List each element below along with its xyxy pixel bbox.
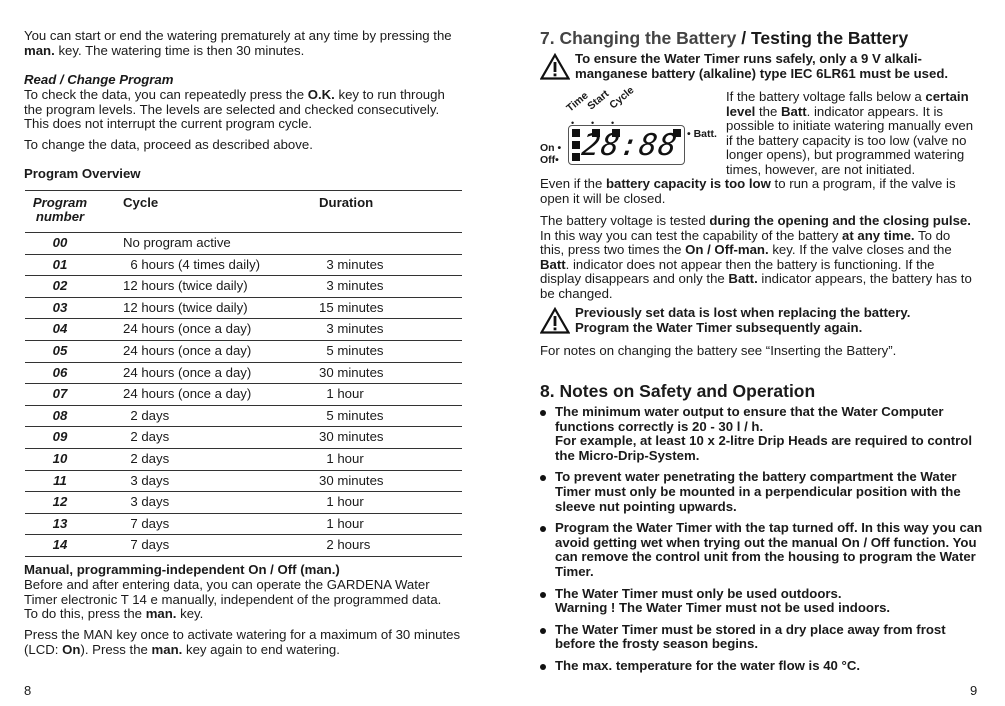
program-number-cell: 11 xyxy=(53,472,67,488)
lcd-label-time: Time xyxy=(564,89,591,115)
duration-cell: 5 minutes xyxy=(319,342,384,358)
table-row xyxy=(25,513,462,535)
program-number-cell: 00 xyxy=(52,235,68,250)
section-8-title: 8. Notes on Safety and Operation xyxy=(540,381,816,401)
bullet-icon xyxy=(540,410,546,416)
cycle-cell: No program active xyxy=(123,235,231,250)
cycle-cell: 24 hours (once a day) xyxy=(123,364,252,380)
table-row xyxy=(25,254,462,276)
cycle-cell: 24 hours (once a day) xyxy=(123,321,252,337)
duration-cell: 5 minutes xyxy=(319,407,384,423)
man-key-label: man. xyxy=(24,42,55,58)
duration-cell: 30 minutes xyxy=(319,429,384,445)
change-data-paragraph: To change the data, proceed as described above. xyxy=(24,137,313,152)
see-inserting-battery-note: For notes on changing the battery see “Inserting the Battery”. xyxy=(540,343,897,358)
column-header-cycle: Cycle xyxy=(123,195,159,210)
program-number-cell: 14 xyxy=(52,537,68,553)
duration-cell: 2 hours xyxy=(319,537,371,553)
duration-cell: 15 minutes xyxy=(319,299,384,315)
bullet-icon xyxy=(540,475,546,481)
safety-note-item xyxy=(540,623,985,652)
left-page xyxy=(0,0,500,706)
duration-cell: 3 minutes xyxy=(319,321,384,337)
program-number-cell: 05 xyxy=(52,342,68,358)
cycle-cell: 2 days xyxy=(123,450,170,466)
lcd-label-cycle: Cycle xyxy=(607,84,637,112)
cycle-cell: 7 days xyxy=(123,515,170,531)
table-row xyxy=(25,448,462,470)
intro-paragraph: You can start or end the watering prematurely at any time by pressing the man. key. The watering time is then 30 minutes. xyxy=(24,28,452,58)
read-change-heading: Read / Change Program xyxy=(24,72,174,87)
program-number-cell: 07 xyxy=(52,386,68,402)
cycle-cell: 24 hours (once a day) xyxy=(123,342,252,358)
lcd-screen xyxy=(568,125,685,165)
section-7-title: 7. Changing the Battery / Testing the Battery xyxy=(540,28,909,48)
program-number-cell: 02 xyxy=(52,278,68,294)
program-number-cell: 01 xyxy=(52,256,68,272)
program-number-cell: 09 xyxy=(52,429,68,445)
table-row xyxy=(25,362,462,384)
table-row xyxy=(25,427,462,449)
lcd-segment-off xyxy=(572,153,580,161)
cycle-cell: 12 hours (twice daily) xyxy=(123,278,248,294)
page-number-right: 9 xyxy=(970,683,978,698)
duration-cell: 1 hour xyxy=(319,386,364,402)
column-header-program-number: Program number xyxy=(32,195,88,224)
bullet-icon xyxy=(540,628,546,634)
program-number-cell: 06 xyxy=(52,364,68,380)
read-change-paragraph: To check the data, you can repeatedly press the O.K. key to run through the program levels. The levels are selected and checked consecutively. This does not interrupt the current program cycle. xyxy=(24,87,445,132)
warning-triangle-icon xyxy=(540,53,570,80)
cycle-cell: 6 hours (4 times daily) xyxy=(123,256,261,272)
duration-cell: 1 hour xyxy=(319,450,364,466)
safety-note-item xyxy=(540,405,985,463)
duration-cell xyxy=(293,233,462,255)
safety-note-text: To prevent water penetrating the battery compartment the Water Timer must only be mounted in a perpendicular position with the sleeve nut pointing upwards. xyxy=(555,469,961,514)
manual-paragraph-1: Before and after entering data, you can operate the GARDENA Water Timer electronic T 14 e manually, independent of the programmed data. To do this, press the man. key. xyxy=(24,577,442,622)
lcd-label-on: On • xyxy=(540,142,562,154)
safety-notes-list xyxy=(540,405,985,681)
safety-note-item xyxy=(540,521,985,579)
table-row xyxy=(25,233,462,255)
duration-cell: 1 hour xyxy=(319,515,364,531)
warning-data-lost: Previously set data is lost when replacing the battery. Program the Water Timer subsequently again. xyxy=(540,306,980,335)
safety-note-item xyxy=(540,470,985,514)
table-row xyxy=(25,470,462,492)
bullet-icon xyxy=(540,664,546,670)
table-row xyxy=(25,319,462,341)
cycle-cell: 7 days xyxy=(123,537,170,553)
cycle-cell: 2 days xyxy=(123,407,170,423)
cycle-cell: 24 hours (once a day) xyxy=(123,386,252,402)
table-header-row xyxy=(25,191,462,233)
column-header-duration: Duration xyxy=(319,195,374,210)
ok-key-label: O.K. xyxy=(307,87,335,102)
table-row xyxy=(25,340,462,362)
lcd-segment-on xyxy=(572,141,580,149)
right-page xyxy=(500,0,1005,706)
safety-note-text: The Water Timer must only be used outdoors. xyxy=(555,585,842,601)
program-number-cell: 13 xyxy=(52,515,68,531)
lcd-segment-time xyxy=(572,129,580,137)
program-number-cell: 10 xyxy=(52,450,68,466)
program-number-cell: 03 xyxy=(52,299,68,315)
duration-cell: 3 minutes xyxy=(319,256,384,272)
battery-capacity-paragraph: Even if the battery capacity is too low to run a program, if the valve is open it will be closed. xyxy=(540,176,956,206)
duration-cell: 30 minutes xyxy=(319,472,384,488)
lcd-label-batt: • Batt. xyxy=(687,128,717,140)
safety-note-item xyxy=(540,659,985,674)
program-number-cell: 04 xyxy=(52,321,68,337)
bullet-icon xyxy=(540,592,546,598)
table-row xyxy=(25,535,462,557)
program-number-cell: 08 xyxy=(52,407,68,423)
program-overview-table xyxy=(25,190,462,557)
cycle-cell: 2 days xyxy=(123,429,170,445)
safety-note-text: Program the Water Timer with the tap turned off. In this way you can avoid getting wet when trying out the manual On / Off function. You can remove the control unit from the housing to program the Water Timer. xyxy=(555,520,983,579)
safety-note-text: The minimum water output to ensure that the Water Computer functions correctly is 20 - 30 l / h. xyxy=(555,404,944,434)
table-row xyxy=(25,297,462,319)
program-overview-heading: Program Overview xyxy=(24,166,141,181)
cycle-cell: 3 days xyxy=(123,472,170,488)
safety-note-text: Warning ! The Water Timer must not be used indoors. xyxy=(555,600,891,616)
program-number-cell: 12 xyxy=(52,494,68,510)
warning-battery-type: To ensure the Water Timer runs safely, only a 9 V alkali-manganese battery (alkaline) type IEC 6LR61 must be used. xyxy=(540,52,970,81)
table-row xyxy=(25,384,462,406)
table-row xyxy=(25,405,462,427)
safety-note-text: For example, at least 10 x 2-litre Drip Heads are required to control the Micro-Drip-System. xyxy=(555,433,973,463)
manual-paragraph-2: Press the MAN key once to activate watering for a maximum of 30 minutes (LCD: On). Press the man. key again to end watering. xyxy=(24,627,461,657)
cycle-cell: 3 days xyxy=(123,494,170,510)
battery-test-paragraph: The battery voltage is tested during the opening and the closing pulse. In this way you can test the capability of the battery at any time. To do this, press two times the On / Off-man. key. If the valve closes and the Batt. indicator does not appear then the battery is functioning. If the display disappears and only the Batt. indicator appears, the battery has to be changed. xyxy=(540,213,972,301)
page-number-left: 8 xyxy=(24,683,32,698)
battery-indicator-paragraph: If the battery voltage falls below a certain level the Batt. indicator appears. It is possible to initiate watering manually even if the battery capacity is too low (valve no longer opens), but programmed watering times, however, are not initiated. xyxy=(726,89,974,177)
manual-heading: Manual, programming-independent On / Off (man.) xyxy=(24,562,340,577)
lcd-display-diagram: Time Start Cycle • • • 28:88 On • Off• • Batt. xyxy=(540,84,717,166)
bullet-icon xyxy=(540,526,546,532)
duration-cell: 30 minutes xyxy=(319,364,384,380)
table-row xyxy=(25,276,462,298)
safety-note-text: The max. temperature for the water flow is 40 °C. xyxy=(555,657,861,673)
program-table-body xyxy=(25,233,462,557)
lcd-digits: 28:88 xyxy=(579,128,680,163)
lcd-label-off: Off• xyxy=(540,154,559,166)
table-row xyxy=(25,492,462,514)
lcd-label-start: Start xyxy=(585,87,612,113)
safety-note-text: The Water Timer must be stored in a dry place away from frost before the frosty season begins. xyxy=(555,621,946,652)
warning-triangle-icon xyxy=(540,307,570,334)
duration-cell: 1 hour xyxy=(319,494,364,510)
duration-cell: 3 minutes xyxy=(319,278,384,294)
cycle-cell: 12 hours (twice daily) xyxy=(123,299,248,315)
safety-note-item xyxy=(540,587,985,616)
